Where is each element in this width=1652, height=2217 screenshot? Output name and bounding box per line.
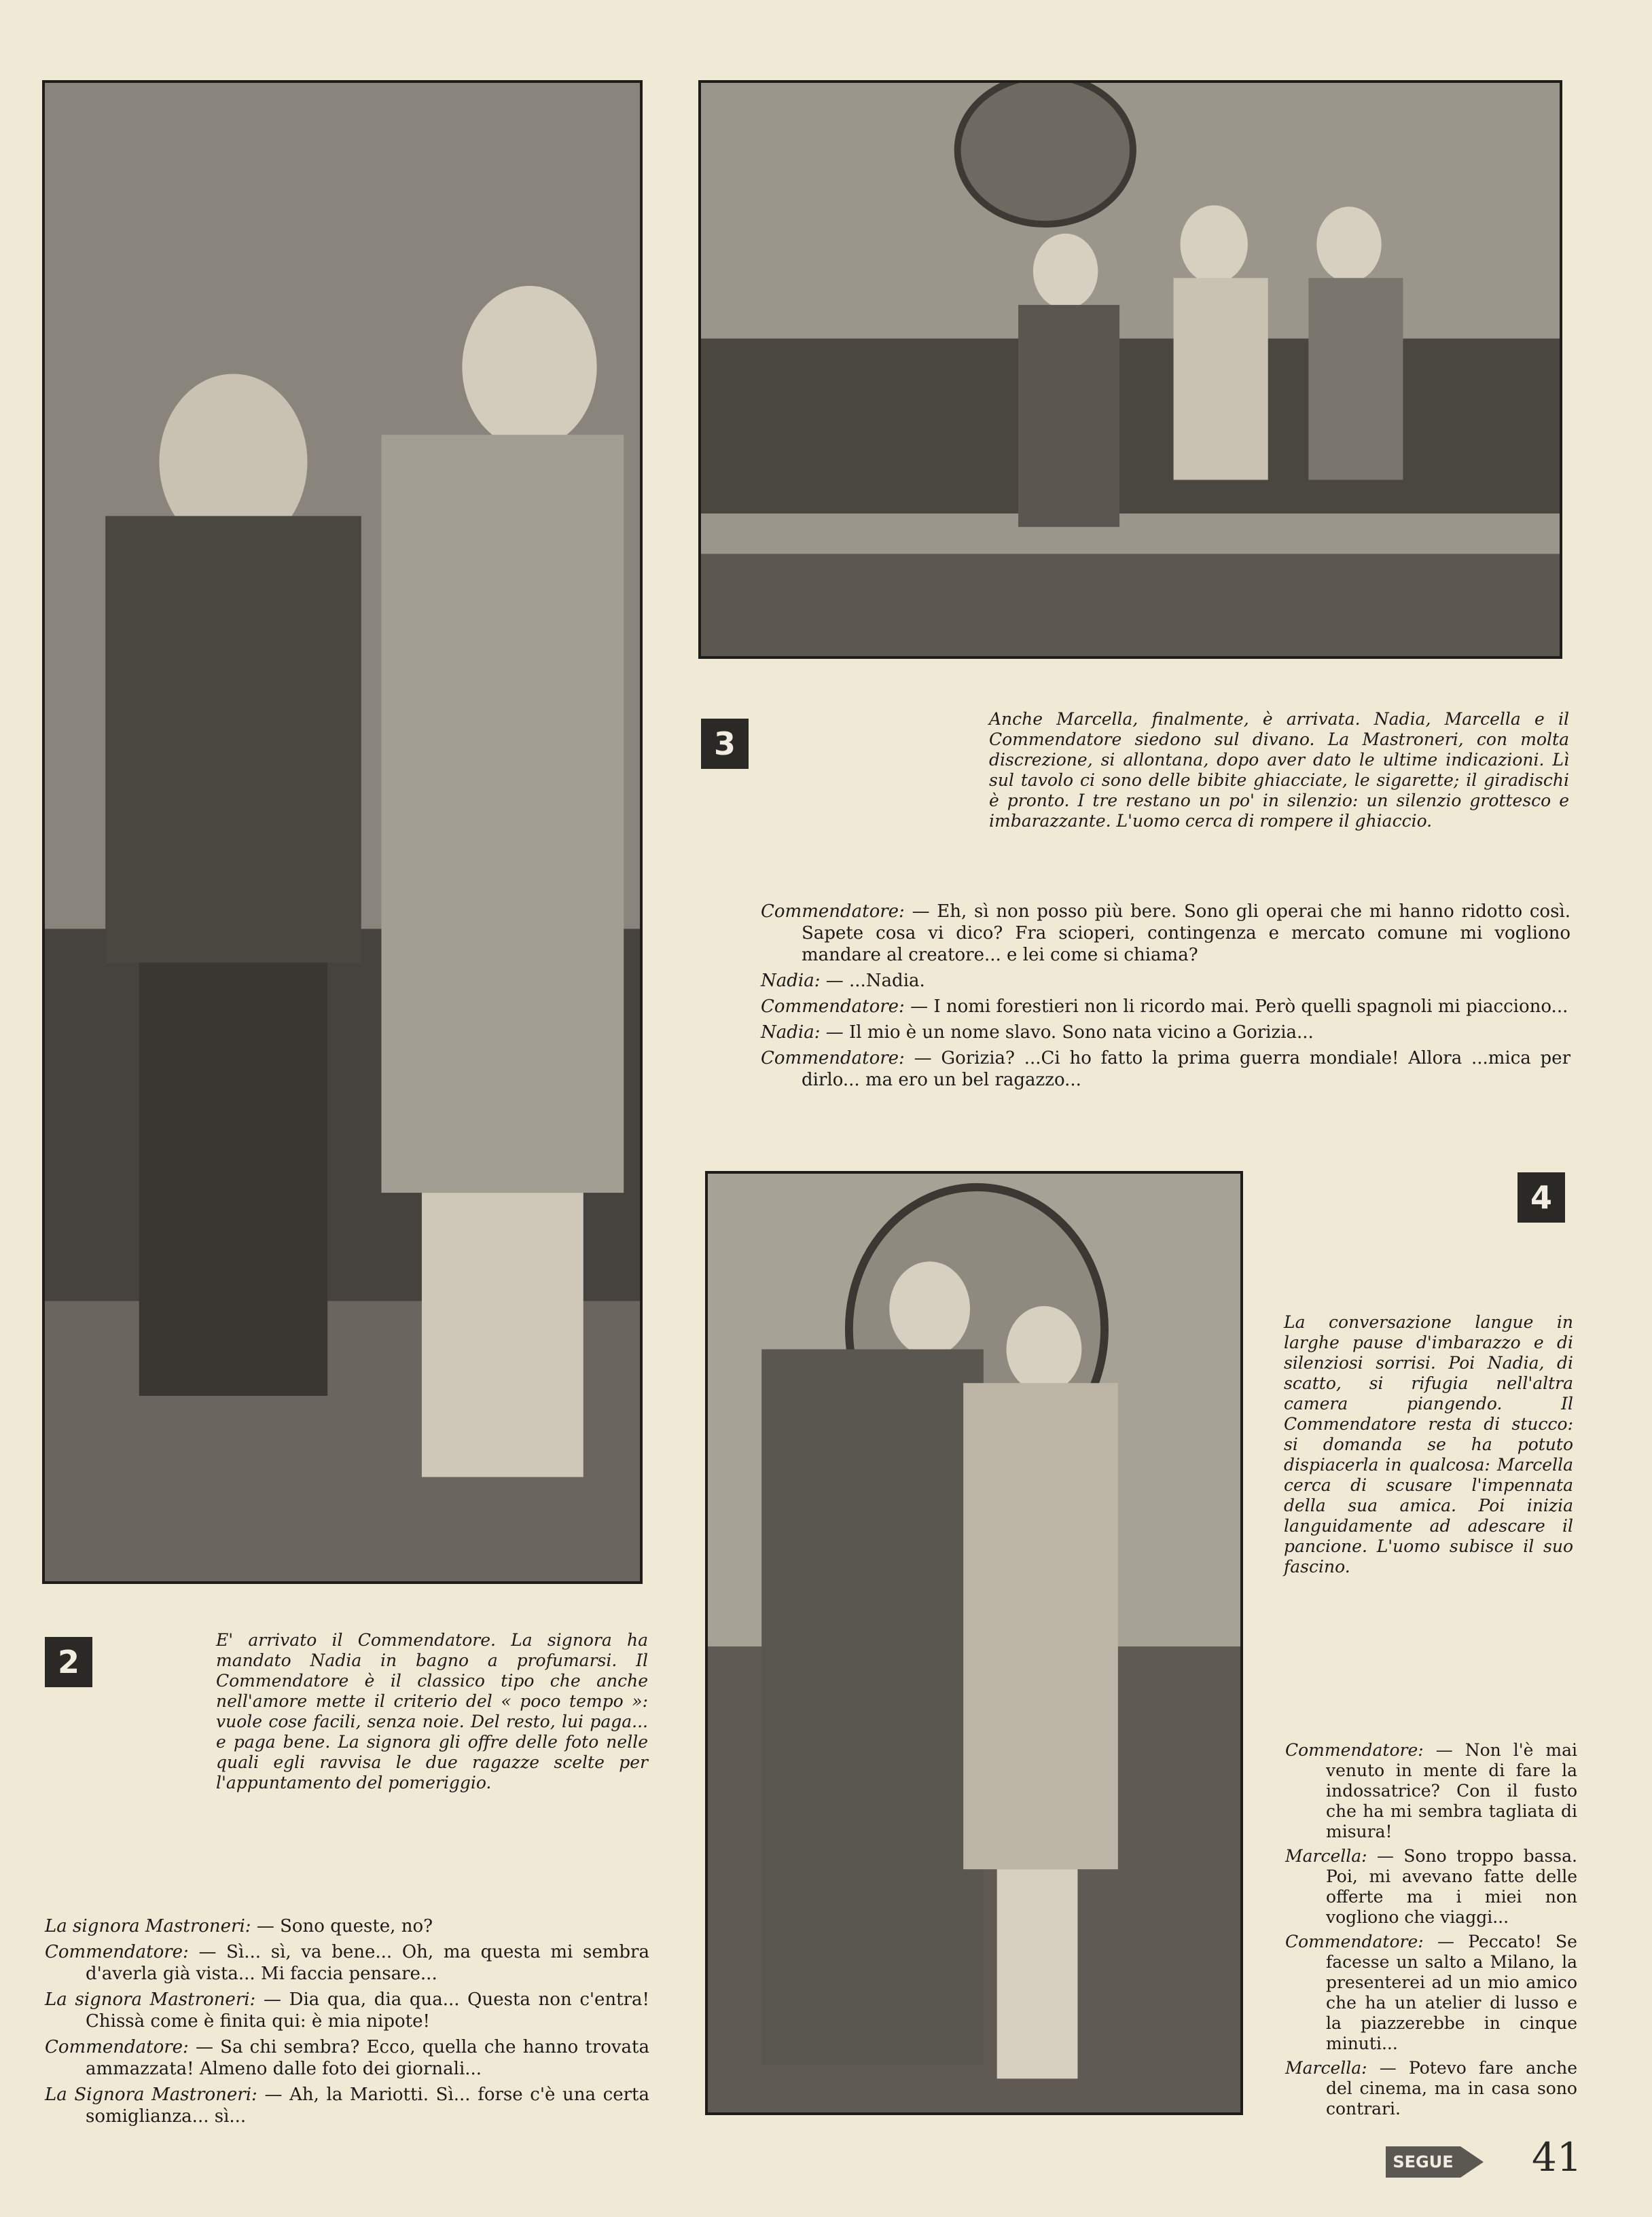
dialogue-line: Marcella: — Potevo fare anche del cinema, ma in casa sono contrari. — [1285, 2058, 1577, 2119]
dialogue-line: La Signora Mastroneri: — Ah, la Mariotti. Sì... forse c'è una certa somiglianza... sì... — [45, 2085, 649, 2127]
number-badge-4: 4 — [1518, 1172, 1565, 1223]
dialogue-line: La signora Mastroneri: — Dia qua, dia qua... Questa non c'entra! Chissà come è finita qui: è mia nipote! — [45, 1989, 650, 2032]
number-badge-3: 3 — [701, 719, 749, 769]
dialogue-line: Commendatore: — Eh, sì non posso più bere. Sono gli operai che mi hanno ridotto così. Sapete cosa vi dico? Fra scioperi, contingenza e mercato comune mi vogliono mandare al creatore... e lei come si chiama? — [761, 901, 1571, 965]
photo-commendatore-and-marcella — [705, 1171, 1243, 2115]
dialogue-line: Commendatore: — I nomi forestieri non li ricordo mai. Però quelli spagnoli mi piacciono... — [761, 996, 1568, 1017]
dialogue-line: Commendatore: — Gorizia? ...Ci ho fatto la prima guerra mondiale! Allora ...mica per dirlo... ma ero un bel ragazzo... — [761, 1048, 1571, 1090]
caption-2: E' arrivato il Commendatore. La signora ha mandato Nadia in bagno a profumarsi. Il Commendatore è il classico tipo che anche nell'amore mette il criterio del « poco tempo »: vuole cose facili, senza noie. Del resto, lui paga... e paga bene. La signora gli offre delle foto nelle quali egli ravvisa le due ragazze scelte per l'appuntamento del pomeriggio. — [216, 1630, 648, 1792]
dialogue-scene-3 — [761, 901, 1570, 1095]
dialogue-line: Commendatore: — Sì... sì, va bene... Oh, ma questa mi sembra d'averla già vista... Mi faccia pensare... — [45, 1942, 649, 1984]
continue-label — [1386, 2146, 1488, 2178]
dialogue-line: Commendatore: — Peccato! Se facesse un salto a Milano, la presenterei ad un mio amico che ha un atelier di lusso e la piazzerebbe in cinque minuti... — [1285, 1932, 1577, 2053]
dialogue-line: Commendatore: — Sa chi sembra? Ecco, quella che hanno trovata ammazzata! Almeno dalle foto dei giornali... — [45, 2037, 649, 2079]
number-badge-2: 2 — [45, 1637, 92, 1687]
photo-sofa-scene — [698, 80, 1562, 659]
dialogue-line: Marcella: — Sono troppo bassa. Poi, mi avevano fatte delle offerte ma i miei non vogliono che viaggi... — [1285, 1846, 1577, 1927]
dialogue-line: La signora Mastroneri: — Sono queste, no? — [45, 1916, 433, 1936]
dialogue-scene-2 — [45, 1915, 649, 2131]
dialogue-line: Commendatore: — Non l'è mai venuto in mente di fare la indossatrice? Con il fusto che ha mi sembra tagliata di misura! — [1285, 1740, 1578, 1841]
dialogue-line: Nadia: — ...Nadia. — [761, 971, 925, 991]
page-number: 41 — [1532, 2134, 1582, 2180]
caption-4: La conversazione langue in larghe pause d'imbarazzo e di silenziosi sorrisi. Poi Nadia, di scatto, si rifugia nell'altra camera piangendo. Il Commendatore resta di stucco: si domanda se ha potuto dispiacerla in qualcosa: Marcella cerca di scusare l'impennata della sua amica. Poi inizia languidamente ad adescare il pancione. L'uomo subisce il suo fascino. — [1284, 1312, 1573, 1576]
arrow-right-icon — [1460, 2146, 1484, 2178]
photo-commendatore-and-signora — [42, 80, 643, 1584]
caption-3: Anche Marcella, finalmente, è arrivata. Nadia, Marcella e il Commendatore siedono sul divano. La Mastroneri, con molta discrezione, si allontana, dopo aver dato le ultime indicazioni. Lì sul tavolo ci sono delle bibite ghiacciate, le sigarette; il giradischi è pronto. I tre restano un po' in silenzio: un silenzio grottesco e imbarazzante. L'uomo cerca di rompere il ghiaccio. — [989, 709, 1569, 831]
continue-text: SEGUE — [1386, 2146, 1460, 2178]
dialogue-scene-4 — [1285, 1740, 1577, 2123]
dialogue-line: Nadia: — Il mio è un nome slavo. Sono nata vicino a Gorizia... — [761, 1022, 1314, 1043]
